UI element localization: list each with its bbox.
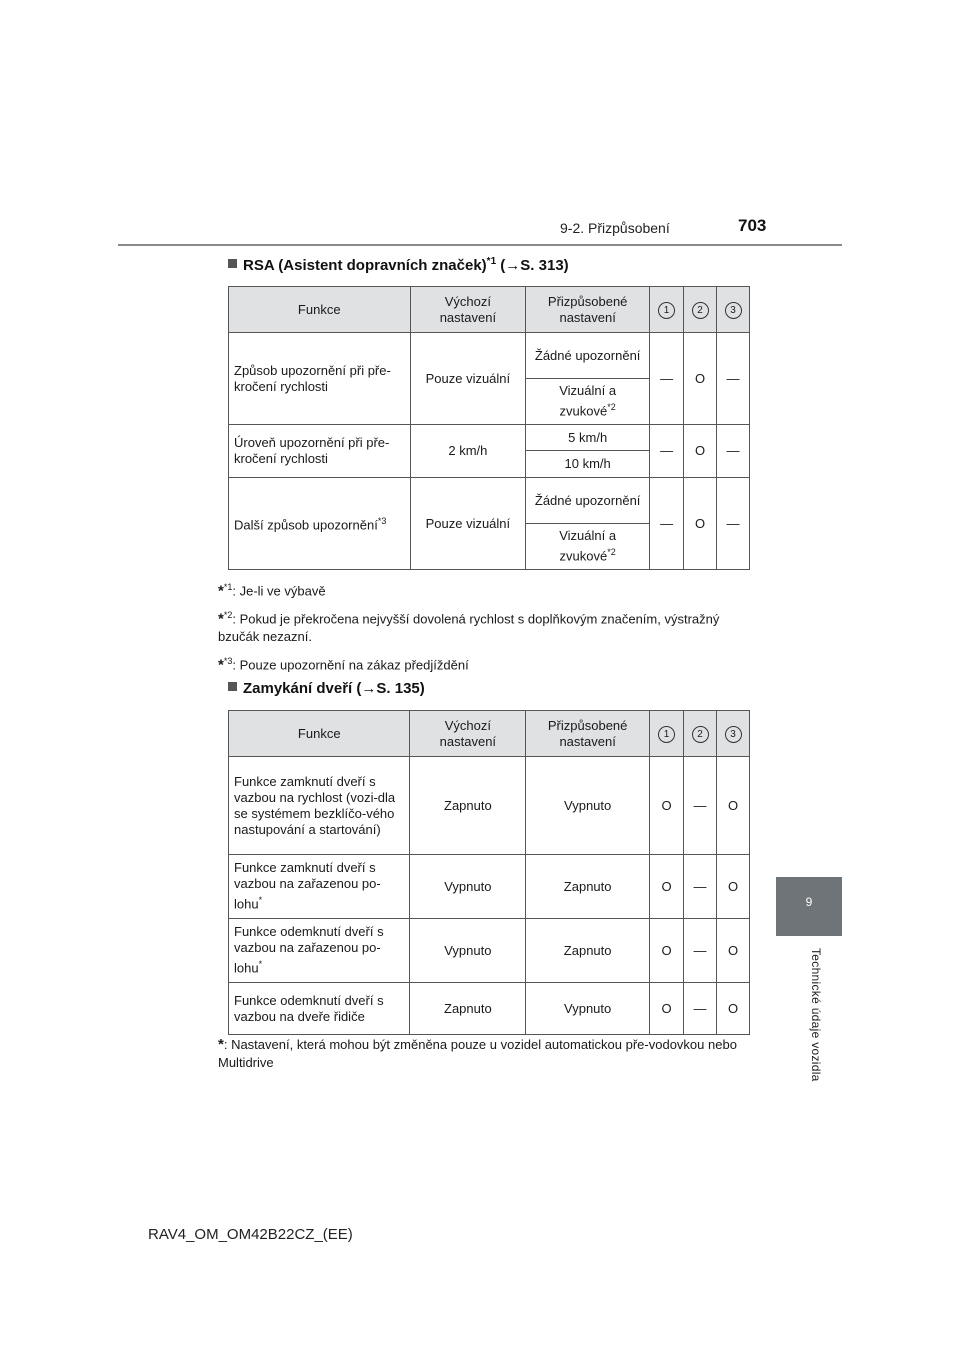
table-row — [229, 983, 750, 1035]
footnote-2: *$^{*2}$: Pokud je překročena nejvyšší dovolená rychlost s doplňkovým značením, výstražný bzučák nezazní. — [218, 610, 720, 645]
column-header — [684, 287, 717, 333]
mark-cell: O — [684, 333, 717, 425]
circled-number-icon: 3 — [725, 726, 742, 743]
default-cell: Pouze vizuální — [410, 333, 526, 425]
section-title-rsa — [228, 256, 569, 274]
footnote-mark: *1 — [223, 582, 233, 592]
mark-cell: O — [650, 983, 684, 1035]
table-row — [229, 478, 750, 524]
document-code: RAV4_OM_OM42B22CZ_(EE) — [148, 1226, 353, 1243]
chapter-title: Technické údaje vozidla — [809, 948, 823, 1082]
option-cell: 10 km/h — [526, 451, 650, 478]
column-header: Funkce — [229, 287, 411, 333]
footnote-1: *$^{*1}$: Je-li ve výbavě — [218, 582, 326, 600]
custom-cell: Vypnuto — [526, 757, 650, 855]
circled-number-icon: 2 — [692, 726, 709, 743]
table-row — [229, 757, 750, 855]
mark-cell: O — [684, 425, 717, 478]
function-cell: Funkce zamknutí dveří s vazbou na rychlost (vozi-dla se systémem bezklíčo-vého nastupování a startování) — [229, 757, 410, 855]
function-cell: Způsob upozornění při pře-kročení rychlosti — [229, 333, 411, 425]
table-row — [229, 919, 750, 983]
table-header-row — [229, 711, 750, 757]
column-header — [717, 711, 750, 757]
column-header: Přizpůsobené nastavení — [526, 711, 650, 757]
table-header-row — [229, 287, 750, 333]
column-header — [684, 711, 717, 757]
mark-cell: O — [717, 983, 750, 1035]
mark-cell: — — [650, 478, 684, 570]
mark-cell: — — [717, 478, 750, 570]
option-cell: Žádné upozornění — [526, 333, 650, 379]
mark-cell: — — [684, 757, 717, 855]
mark-cell: — — [684, 983, 717, 1035]
table-row — [229, 425, 750, 451]
column-header: Funkce — [229, 711, 410, 757]
function-cell: Funkce odemknutí dveří s vazbou na dveře řidiče — [229, 983, 410, 1035]
rsa-settings-table — [228, 286, 750, 570]
option-cell: Žádné upozornění — [526, 478, 650, 524]
mark-cell: — — [650, 425, 684, 478]
table-row — [229, 333, 750, 379]
square-bullet-icon — [228, 682, 237, 691]
mark-cell: — — [650, 333, 684, 425]
footnote-mark: *3 — [377, 516, 387, 527]
option-cell: Vizuální a zvukové$^{*2}$ — [526, 524, 650, 570]
section-title-sup: *1 — [486, 256, 497, 267]
circled-number-icon: 2 — [692, 302, 709, 319]
section-title-ref: (→S. 135) — [356, 680, 425, 697]
footnote-mark: * — [258, 959, 263, 970]
function-cell: Funkce zamknutí dveří s vazbou na zařazenou po-lohu* — [229, 855, 410, 919]
column-header: Přizpůsobené nastavení — [526, 287, 650, 333]
footnote-3: *$^{*3}$: Pouze upozornění na zákaz předjíždění — [218, 656, 469, 674]
footnote-mark: * — [218, 1036, 224, 1053]
header-divider — [118, 244, 842, 246]
column-header — [717, 287, 750, 333]
circled-number-icon: 1 — [658, 302, 675, 319]
custom-cell: Vypnuto — [526, 983, 650, 1035]
footnote-mark: *2 — [223, 610, 233, 620]
section-title-text: Zamykání dveří — [243, 680, 353, 697]
custom-cell: Zapnuto — [526, 919, 650, 983]
column-header — [650, 287, 684, 333]
column-header — [650, 711, 684, 757]
function-cell: Funkce odemknutí dveří s vazbou na zařazenou po-lohu* — [229, 919, 410, 983]
chapter-number: 9 — [805, 895, 813, 909]
footnote-mark: *3 — [223, 656, 233, 666]
section-title-text: RSA (Asistent dopravních značek) — [243, 257, 487, 274]
mark-cell: O — [650, 855, 684, 919]
default-cell: Vypnuto — [410, 919, 526, 983]
custom-cell: Zapnuto — [526, 855, 650, 919]
footnote-automatic: *: Nastavení, která mohou být změněna pouze u vozidel automatickou pře-vodovkou nebo Multidrive — [218, 1036, 737, 1070]
column-header: Výchozí nastavení — [410, 287, 526, 333]
function-cell: Úroveň upozornění při pře-kročení rychlosti — [229, 425, 411, 478]
page-number: 703 — [738, 216, 767, 235]
section-title-door-locking — [228, 680, 425, 697]
default-cell: 2 km/h — [410, 425, 526, 478]
default-cell: Vypnuto — [410, 855, 526, 919]
square-bullet-icon — [228, 259, 237, 268]
mark-cell: O — [717, 757, 750, 855]
footnote-mark: * — [258, 895, 263, 906]
footnote-mark: *2 — [607, 547, 616, 558]
circled-number-icon: 1 — [658, 726, 675, 743]
column-header: Výchozí nastavení — [410, 711, 526, 757]
section-title-ref: (→S. 313) — [500, 257, 569, 274]
function-cell: Další způsob upozornění$^{*3}$ — [229, 478, 411, 570]
default-cell: Zapnuto — [410, 983, 526, 1035]
mark-cell: O — [684, 478, 717, 570]
mark-cell: — — [717, 333, 750, 425]
mark-cell: — — [684, 855, 717, 919]
default-cell: Pouze vizuální — [410, 478, 526, 570]
mark-cell: O — [717, 919, 750, 983]
circled-number-icon: 3 — [725, 302, 742, 319]
mark-cell: — — [684, 919, 717, 983]
option-cell: 5 km/h — [526, 425, 650, 451]
table-row — [229, 855, 750, 919]
mark-cell: O — [650, 919, 684, 983]
footnote-mark: *2 — [607, 402, 616, 413]
mark-cell: O — [717, 855, 750, 919]
header-section-title: 9-2. Přizpůsobení — [560, 220, 670, 236]
mark-cell: — — [717, 425, 750, 478]
default-cell: Zapnuto — [410, 757, 526, 855]
option-cell: Vizuální a zvukové$^{*2}$ — [526, 379, 650, 425]
door-lock-settings-table — [228, 710, 750, 1035]
mark-cell: O — [650, 757, 684, 855]
